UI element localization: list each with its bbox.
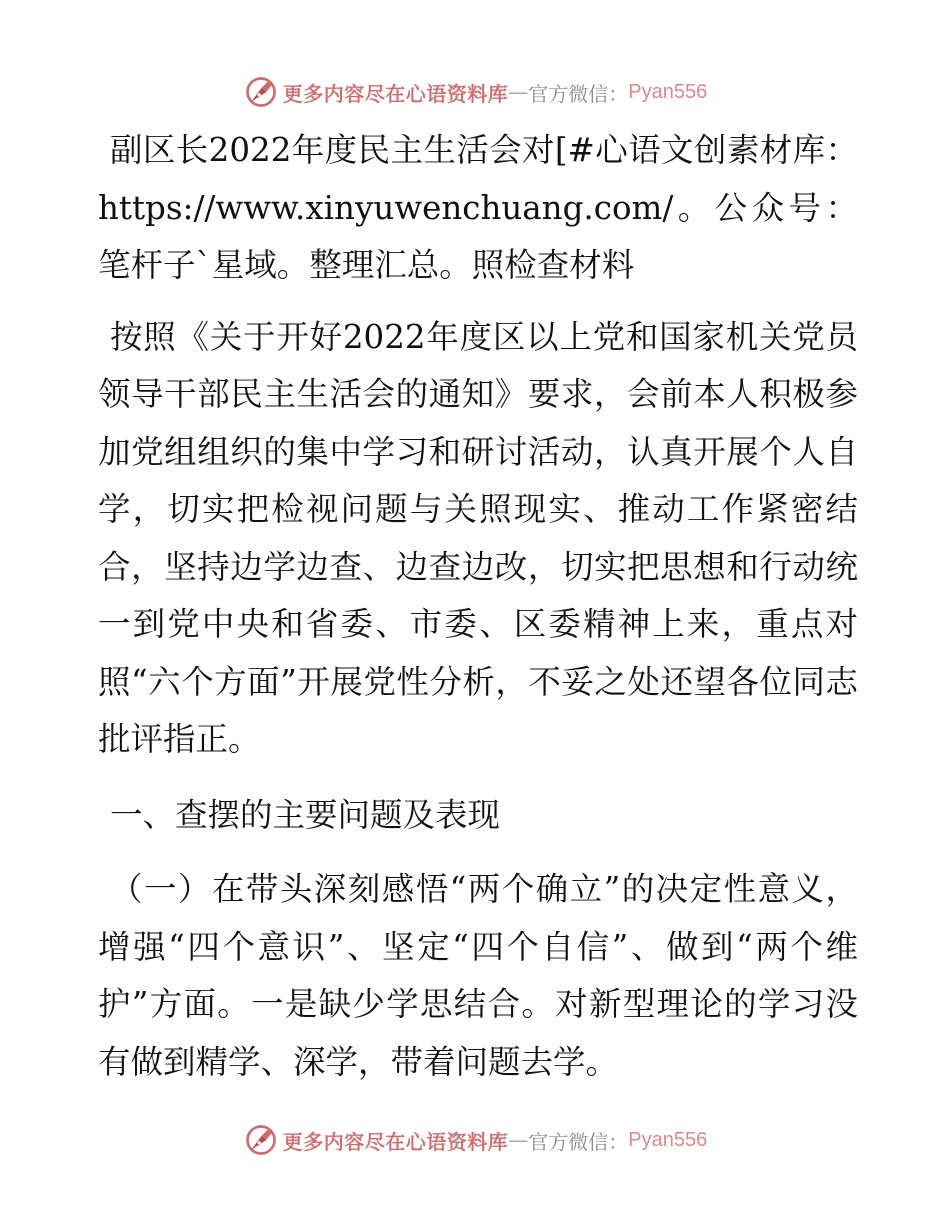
watermark-official-label: 官方微信： [528, 81, 629, 106]
watermark-wechat-id: Pyan556 [628, 80, 708, 103]
intro-paragraph: 按照《关于开好2022年度区以上党和国家机关党员领导干部民主生活会的通知》要求，会前本人积极参加党组组织的集中学习和研讨活动，认真开展个人自学，切实把检视问题与关照现实、推动工作紧密结合，坚持边学边查、边查边改，切实把思想和行动统一到党中央和省委、市委、区委精神上来，重点对照“六个方面”开展党性分析，不妥之处还望各位同志批评指正。 [98, 317, 858, 758]
header-watermark [0, 72, 950, 112]
pen-nib-logo-icon [243, 1122, 279, 1158]
document-title: 副区长2022年度民主生活会对[#心语文创素材库：https://www.xinyuwenchuang.com/。公众号：笔杆子`星域。整理汇总。照检查材料 [98, 131, 858, 284]
watermark-separator: — [508, 1128, 529, 1152]
footer-watermark [0, 1120, 950, 1160]
watermark-site-text: 更多内容尽在心语资料库 [282, 81, 509, 106]
watermark-wechat-id: Pyan556 [628, 1128, 708, 1151]
watermark-separator: — [508, 80, 529, 104]
pen-nib-logo-icon [243, 74, 279, 110]
watermark-site-text: 更多内容尽在心语资料库 [282, 1129, 509, 1154]
watermark-official-label: 官方微信： [528, 1129, 629, 1154]
document-body [98, 122, 858, 1091]
section-heading: 一、查摆的主要问题及表现 [110, 795, 501, 834]
section-body-paragraph: （一）在带头深刻感悟“两个确立”的决定性意义，增强“四个意识”、坚定“四个自信”、做到“两个维护”方面。一是缺少学思结合。对新型理论的学习没有做到精学、深学，带着问题去学。 [98, 870, 858, 1081]
